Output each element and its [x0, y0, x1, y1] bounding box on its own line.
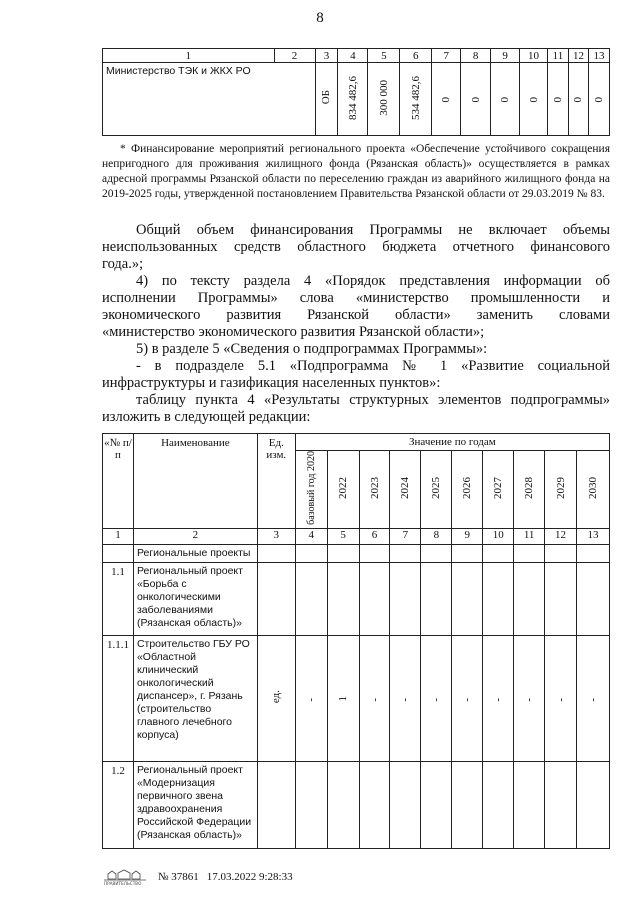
column-number: 6: [359, 528, 390, 544]
column-number: 1: [103, 528, 134, 544]
row-number: 1.2: [103, 761, 134, 848]
value-cell: -: [368, 697, 381, 702]
year-header: базовый год 2020: [305, 451, 317, 525]
section-title: Региональные проекты: [133, 544, 257, 562]
column-number: 10: [483, 528, 514, 544]
column-number: 3: [257, 528, 295, 544]
value-cell: -: [523, 697, 536, 702]
table-row: [103, 635, 610, 761]
value-cell: 534 482,6: [409, 75, 422, 120]
column-number: 4: [295, 528, 327, 544]
svg-text:ПРАВИТЕЛЬСТВО: ПРАВИТЕЛЬСТВО: [104, 881, 142, 886]
year-header: 2024: [399, 476, 412, 499]
year-header: 2022: [337, 476, 350, 499]
table-row: [103, 63, 610, 136]
text-line: года.»;: [102, 256, 144, 272]
year-header: 2027: [492, 476, 505, 499]
header-cell: 1: [103, 49, 275, 63]
row-unit: [257, 761, 295, 848]
results-table-header: [103, 434, 610, 451]
text-line: таблицу пункта 4 «Результаты структурных элементов подпрограммы»: [136, 392, 610, 408]
value-cell: -: [399, 697, 412, 702]
value-cell: 1: [337, 695, 350, 702]
paragraph-section-5: [102, 341, 610, 358]
paragraph-section-4: [102, 273, 610, 341]
row-number: 1.1.1: [103, 635, 134, 761]
value-cell: 0: [469, 96, 482, 102]
text-line: 4) по тексту раздела 4 «Порядок представления информации об: [136, 273, 610, 289]
header-cell: 12: [568, 49, 588, 63]
column-numbers-row: [103, 528, 610, 544]
col-unit-header: Ед. изм.: [257, 434, 295, 529]
document-footer: [102, 868, 293, 886]
value-cell: 0: [551, 96, 564, 102]
column-number: 9: [452, 528, 483, 544]
row-unit: [257, 562, 295, 635]
financing-table: [102, 48, 610, 136]
text-line: 5) в разделе 5 «Сведения о подпрограммах Программы»:: [136, 341, 488, 357]
col-values-header: Значение по годам: [295, 434, 609, 451]
paragraph-subsection-5-1: [102, 358, 610, 392]
column-number: 2: [133, 528, 257, 544]
col-no-header: «№ п/п: [103, 434, 134, 529]
section-row: [103, 544, 610, 562]
row-name: Строительство ГБУ РО «Областной клинический онкологический диспансер», г. Рязань (строительство главного лечебного корпуса): [133, 635, 257, 761]
text-line: инфраструктуры и газификация населенных пунктов»:: [102, 375, 441, 391]
text-line: экономического развития Рязанской области» заменить словами: [102, 307, 610, 323]
value-cell: 0: [592, 96, 605, 102]
header-cell: 5: [368, 49, 400, 63]
results-table: [102, 433, 610, 849]
source-cell: ОБ: [320, 90, 333, 105]
paragraph-total-financing: [102, 222, 610, 273]
value-cell: -: [461, 697, 474, 702]
row-name: Региональный проект «Модернизация первичного звена здравоохранения Российской Федерации (Рязанская область)»: [133, 761, 257, 848]
value-cell: 0: [440, 96, 453, 102]
value-cell: -: [554, 697, 567, 702]
text-line: неиспользованных средств областного бюджета отчетного финансового: [102, 239, 610, 255]
column-number: 7: [390, 528, 421, 544]
value-cell: 834 482,6: [346, 75, 359, 120]
header-cell: 2: [274, 49, 315, 63]
row-unit: ед.: [270, 690, 283, 704]
footnote: * Финансирование мероприятий регионального проекта «Обеспечение устойчивого сокращения непригодного для проживания жилищного фонда (Рязанская область)» осуществляется в рамках адресной программы Рязанской области по переселению граждан из аварийного жилищного фонда на 2019-2025 годы, утвержденной постановлением Правительства Рязанской области от 29.03.2019 № 83.: [102, 143, 610, 200]
page-number: 8: [316, 10, 324, 26]
header-cell: 10: [520, 49, 548, 63]
value-cell: 0: [527, 96, 540, 102]
column-number: 13: [576, 528, 609, 544]
header-cell: 6: [400, 49, 432, 63]
paragraph-table-intro: [102, 392, 610, 426]
header-cell: 7: [432, 49, 461, 63]
year-header: 2023: [368, 476, 381, 499]
year-header: 2028: [523, 476, 536, 499]
value-cell: 300 000: [377, 79, 390, 116]
value-cell: -: [586, 697, 599, 702]
government-logo-icon: [102, 868, 150, 886]
column-number: 8: [421, 528, 452, 544]
header-cell: 11: [547, 49, 568, 63]
column-number: 11: [514, 528, 545, 544]
text-line: исполнении Программы» слова «министерство промышленности и: [102, 290, 610, 306]
value-cell: -: [305, 697, 318, 702]
text-line: Общий объем финансирования Программы не включает объемы: [136, 222, 610, 238]
text-line: изложить в следующей редакции:: [102, 409, 311, 425]
column-number: 12: [545, 528, 577, 544]
value-cell: -: [430, 697, 443, 702]
year-header: 2029: [554, 476, 567, 499]
col-name-header: Наименование: [133, 434, 257, 529]
value-cell: 0: [499, 96, 512, 102]
document-number: № 37861: [158, 871, 199, 883]
column-number: 5: [327, 528, 359, 544]
value-cell: -: [492, 697, 505, 702]
table-row: [103, 562, 610, 635]
year-header: 2025: [430, 476, 443, 499]
text-line: «министерство экономического развития Рязанской области»;: [102, 324, 485, 340]
header-cell: 3: [315, 49, 338, 63]
year-header: 2026: [461, 476, 474, 499]
header-cell: 4: [338, 49, 368, 63]
row-name: Региональный проект «Борьба с онкологическими заболеваниями (Рязанская область)»: [133, 562, 257, 635]
header-cell: 9: [491, 49, 520, 63]
table-row: [103, 761, 610, 848]
financing-table-header: [103, 49, 610, 63]
row-number: 1.1: [103, 562, 134, 635]
header-cell: 8: [461, 49, 491, 63]
year-header: 2030: [586, 476, 599, 499]
org-cell: Министерство ТЭК и ЖКХ РО: [103, 63, 316, 136]
header-cell: 13: [588, 49, 609, 63]
value-cell: 0: [572, 96, 585, 102]
text-line: - в подразделе 5.1 «Подпрограмма № 1 «Развитие социальной: [136, 358, 610, 374]
document-timestamp: 17.03.2022 9:28:33: [206, 871, 293, 883]
